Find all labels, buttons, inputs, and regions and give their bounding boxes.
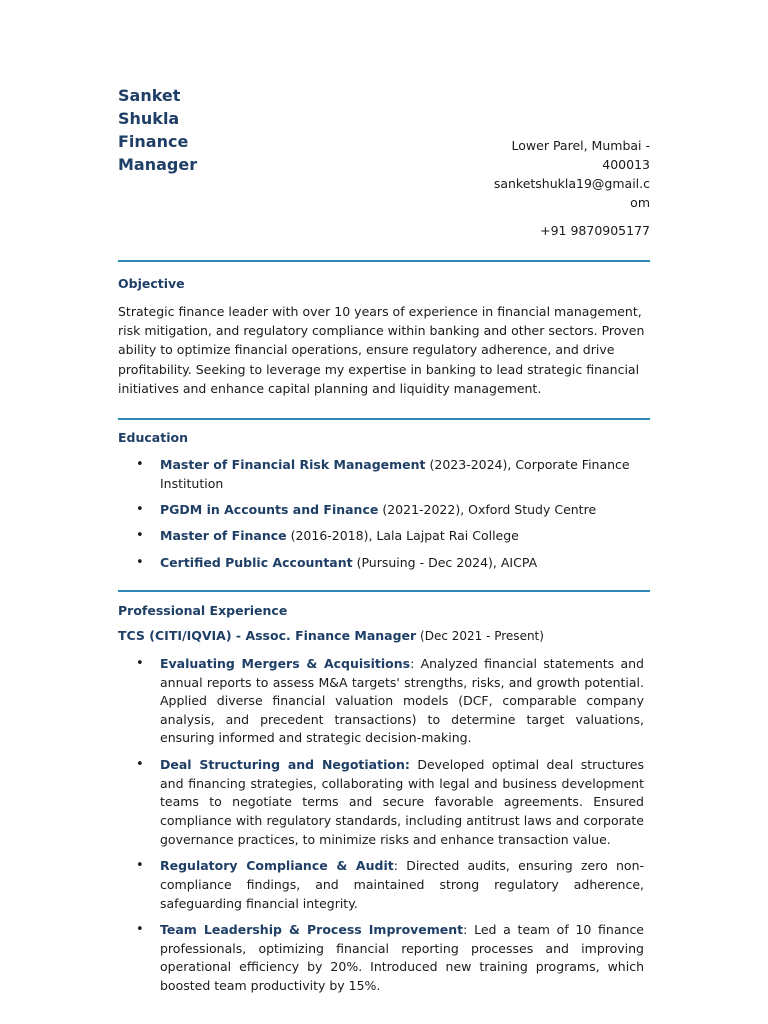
address-line-2: 400013 [602, 157, 650, 172]
achievement-text: : Led a team of 10 finance professionals, optimizing financial reporting processes and improving operational efficiency by 20%. Introduced new training programs, which boosted team productivity by 15%. [160, 922, 645, 994]
divider-header [118, 260, 650, 262]
degree-detail: (2023-2024), Corporate Finance Institution [160, 457, 630, 491]
job-line [118, 628, 544, 643]
degree-name: Master of Financial Risk Management [160, 457, 426, 472]
degree-name: Master of Finance [160, 528, 287, 544]
degree-detail: (2021-2022), Oxford Study Centre [378, 501, 597, 517]
job-dates: (Dec 2021 - Present) [416, 629, 544, 643]
experience-item [118, 921, 650, 995]
degree-name: PGDM in Accounts and Finance [160, 501, 379, 517]
contact-block [480, 136, 650, 240]
address-line-1: Lower Parel, Mumbai - [511, 138, 650, 153]
job-title-line-1: Finance [118, 132, 189, 151]
experience-item [118, 655, 650, 748]
last-name: Shukla [118, 109, 180, 128]
achievement-title: Evaluating Mergers & Acquisitions [160, 656, 411, 671]
degree-name: Certified Public Accountant [160, 554, 353, 570]
achievement-title: Team Leadership & Process Improvement [160, 922, 464, 938]
first-name: Sanket [118, 86, 181, 105]
candidate-name-title [118, 84, 228, 176]
experience-item [118, 857, 650, 913]
email-line-1: sanketshukla19@gmail.c [493, 176, 650, 191]
job-company-role: TCS (CITI/IQVIA) - Assoc. Finance Manager [118, 628, 417, 643]
objective-heading: Objective [118, 276, 185, 291]
education-list [118, 456, 650, 580]
experience-heading: Professional Experience [118, 603, 288, 618]
education-heading: Education [118, 430, 188, 445]
divider-objective [118, 418, 650, 420]
achievement-text: : Directed audits, ensuring zero non-compliance findings, and maintained strong regulatory adherence, safeguarding financial integrity. [160, 858, 645, 911]
education-item [118, 554, 650, 573]
email-line-2: om [630, 195, 650, 210]
education-item [118, 501, 650, 520]
experience-list [118, 655, 650, 1004]
degree-detail: (2016-2018), Lala Lajpat Rai College [286, 528, 519, 544]
achievement-title: Deal Structuring and Negotiation: [160, 757, 410, 773]
achievement-title: Regulatory Compliance & Audit [160, 858, 394, 874]
education-item [118, 456, 650, 493]
education-item [118, 527, 650, 546]
experience-item [118, 756, 650, 849]
divider-education [118, 590, 650, 592]
degree-detail: (Pursuing - Dec 2024), AICPA [352, 554, 538, 570]
objective-text: Strategic finance leader with over 10 years of experience in financial management, risk mitigation, and regulatory compliance within banking and other sectors. Proven ability to optimize financial operations, ensure regulatory adherence, and drive profitability. Seeking to leverage my expertise in banking to lead strategic financial initiatives and enhance capital planning and liquidity management. [118, 304, 645, 396]
job-title-line-2: Manager [118, 155, 198, 174]
achievement-text: : Analyzed financial statements and annual reports to assess M&A targets' strengths, risks, and growth potential. Applied diverse financial valuation models (DCF, comparable company analysis, and precedent transactions) to determine target valuations, ensuring informed and strategic decision-making. [160, 656, 644, 746]
phone-number: +91 9870905177 [540, 223, 650, 238]
achievement-text: Developed optimal deal structures and financing strategies, collaborating with legal and business development teams to negotiate terms and secure favorable agreements. Ensured compliance with regulatory standards, including antitrust laws and corporate governance practices, to minimize risks and enhance transaction value. [160, 757, 644, 847]
